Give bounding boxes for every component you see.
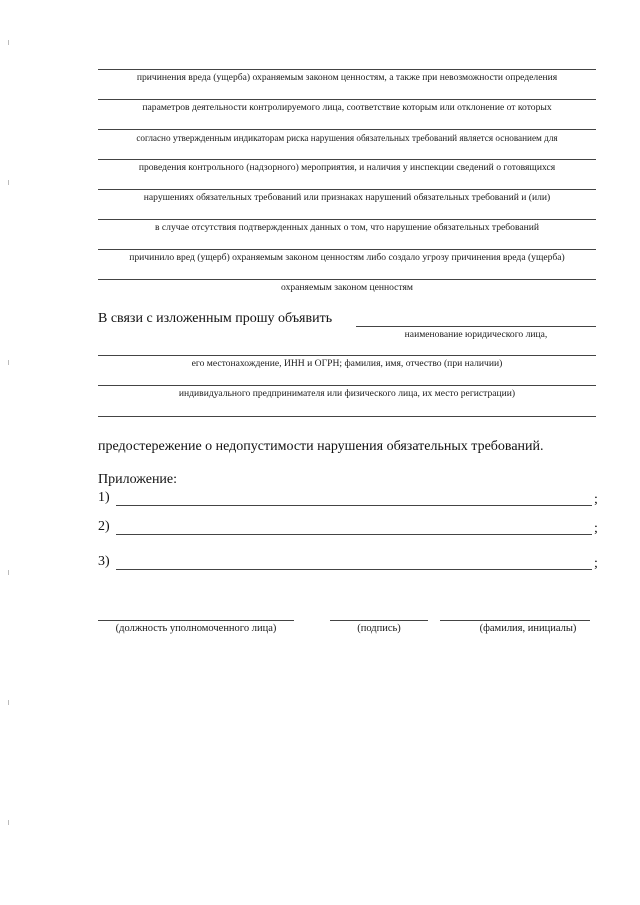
attachment-end: ; <box>594 492 598 507</box>
header-hint-4: проведения контрольного (надзорного) мероприятия, и наличия у инспекции сведений о готовящихся <box>138 162 556 173</box>
fill-line <box>98 99 596 100</box>
header-hint-3: согласно утвержденным индикаторам риска нарушения обязательных требований является основанием для <box>136 133 558 143</box>
request-conclusion: предостережение о недопустимости нарушения обязательных требований. <box>98 439 544 454</box>
fill-line <box>98 159 596 160</box>
scan-artifact <box>8 180 9 185</box>
name-label: (фамилия, инициалы) <box>479 623 577 634</box>
name-field[interactable] <box>440 620 590 621</box>
scan-artifact <box>8 360 9 365</box>
scan-artifact <box>8 700 9 705</box>
fill-line <box>98 219 596 220</box>
header-hint-8: охраняемым законом ценностям <box>281 282 413 293</box>
scan-artifact <box>8 820 9 825</box>
attachments-title: Приложение: <box>98 472 178 487</box>
fill-line <box>98 189 596 190</box>
attachment-2-field[interactable] <box>116 534 592 535</box>
signature-label: (подпись) <box>357 623 401 634</box>
attachment-end: ; <box>594 521 598 536</box>
request-hint-2: его местонахождение, ИНН и ОГРН; фамилия, имя, отчество (при наличии) <box>191 358 503 369</box>
header-hint-1: причинения вреда (ущерба) охраняемым законом ценностям, а также при невозможности определения <box>136 72 558 83</box>
attachment-end: ; <box>594 556 598 571</box>
header-hint-7: причинило вред (ущерб) охраняемым законом ценностям либо создало угрозу причинения вреда (ущерба) <box>129 252 565 263</box>
scan-artifact <box>8 570 9 575</box>
person-details-field[interactable] <box>98 385 596 386</box>
attachment-3-field[interactable] <box>116 569 592 570</box>
signature-field[interactable] <box>330 620 428 621</box>
attachment-1-field[interactable] <box>116 505 592 506</box>
organization-details-field[interactable] <box>98 355 596 356</box>
fill-line <box>98 129 596 130</box>
organization-name-field[interactable] <box>356 326 596 327</box>
header-hint-2: параметров деятельности контролируемого лица, соответствие которым или отклонение от которых <box>142 102 552 113</box>
fill-line <box>98 279 596 280</box>
fill-line <box>98 249 596 250</box>
fill-line <box>98 416 596 417</box>
scan-artifact <box>8 40 9 45</box>
request-hint-3: индивидуального предпринимателя или физического лица, их место регистрации) <box>178 388 516 399</box>
attachment-number: 3) <box>98 554 110 569</box>
request-hint-1: наименование юридического лица, <box>404 329 548 340</box>
position-label: (должность уполномоченного лица) <box>115 623 277 634</box>
header-hint-5: нарушениях обязательных требований или признаках нарушений обязательных требований и (или) <box>143 192 551 203</box>
position-field[interactable] <box>98 620 294 621</box>
header-hint-6: в случае отсутствия подтвержденных данных о том, что нарушение обязательных требований <box>154 222 540 233</box>
attachment-number: 1) <box>98 490 110 505</box>
fill-line <box>98 69 596 70</box>
request-lead: В связи с изложенным прошу объявить <box>98 311 333 326</box>
attachment-number: 2) <box>98 519 110 534</box>
